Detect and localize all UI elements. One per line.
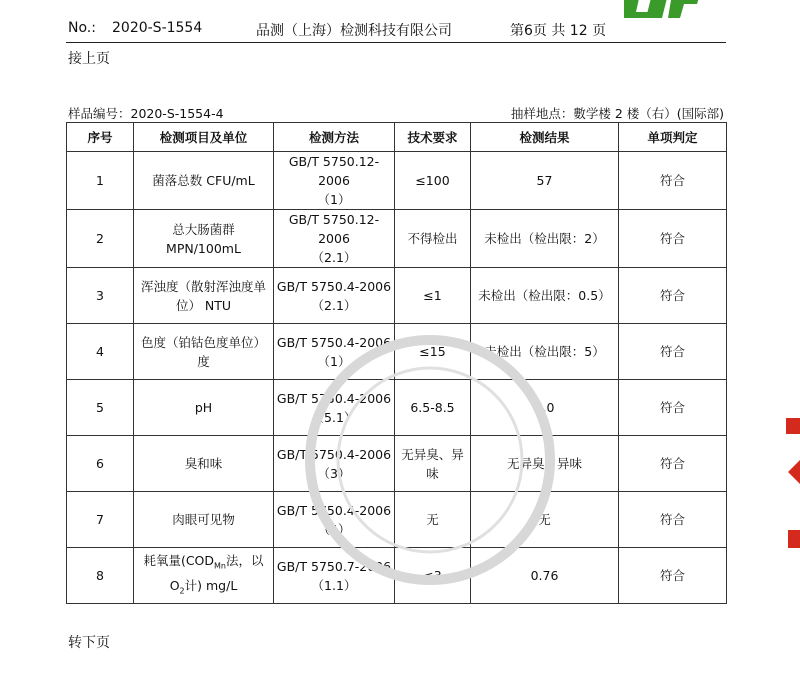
cell-judgement: 符合: [619, 210, 727, 268]
cell-requirement: ≤100: [395, 152, 471, 210]
col-header-method: 检测方法: [274, 123, 395, 152]
cell-result: 无: [471, 492, 619, 548]
table-row: [67, 268, 727, 324]
table-row: [67, 152, 727, 210]
cell-requirement: 无异臭、异 味: [395, 436, 471, 492]
cell-requirement: ≤15: [395, 324, 471, 380]
cell-item: 耗氧量($COD_{Mn}$法，以 $O_2$计) mg/L: [134, 548, 274, 604]
company-name: 品测（上海）检测科技有限公司: [256, 23, 452, 39]
red-stamp-fragment: [780, 410, 800, 560]
report-no: 2020-S-1554: [112, 20, 203, 36]
cell-method: GB/T 5750.4-2006 （2.1）: [274, 268, 395, 324]
cell-requirement: ≤1: [395, 268, 471, 324]
cell-judgement: 符合: [619, 492, 727, 548]
cell-judgement: 符合: [619, 436, 727, 492]
table-row: [67, 210, 727, 268]
cell-method: GB/T 5750.4-2006 （5.1）: [274, 380, 395, 436]
cell-method: GB/T 5750.4-2006 （4）: [274, 492, 395, 548]
cell-no: 6: [67, 436, 134, 492]
cell-result: 57: [471, 152, 619, 210]
cell-result: 7.0: [471, 380, 619, 436]
col-header-item: 检测项目及单位: [134, 123, 274, 152]
cell-method: GB/T 5750.12-2006 （2.1）: [274, 210, 395, 268]
cell-item: 臭和味: [134, 436, 274, 492]
cell-no: 8: [67, 548, 134, 604]
cell-judgement: 符合: [619, 548, 727, 604]
col-header-requirement: 技术要求: [395, 123, 471, 152]
company-logo: [622, 0, 702, 18]
page-info: 第6页 共 12 页: [510, 23, 607, 39]
col-header-judgement: 单项判定: [619, 123, 727, 152]
cell-judgement: 符合: [619, 324, 727, 380]
cell-requirement: ≤3: [395, 548, 471, 604]
cell-item: 肉眼可见物: [134, 492, 274, 548]
cell-no: 4: [67, 324, 134, 380]
report-no-label: No.:: [68, 20, 96, 36]
sampling-location: 抽样地点：數学楼 2 楼（右）(国际部): [510, 106, 724, 121]
cell-no: 5: [67, 380, 134, 436]
cell-requirement: 不得检出: [395, 210, 471, 268]
cell-result: 0.76: [471, 548, 619, 604]
cell-requirement: 无: [395, 492, 471, 548]
col-header-result: 检测结果: [471, 123, 619, 152]
continued-to: 转下页: [68, 635, 110, 651]
cell-judgement: 符合: [619, 380, 727, 436]
table-header-row: [67, 123, 727, 152]
cell-item: 色度（铂钴色度单位） 度: [134, 324, 274, 380]
cell-requirement: 6.5-8.5: [395, 380, 471, 436]
cell-no: 3: [67, 268, 134, 324]
cell-method: GB/T 5750.4-2006 （3）: [274, 436, 395, 492]
watermark-seal: [300, 330, 560, 590]
cell-no: 1: [67, 152, 134, 210]
col-header-no: 序号: [67, 123, 134, 152]
cell-judgement: 符合: [619, 268, 727, 324]
cell-method: GB/T 5750.7-2006 （1.1）: [274, 548, 395, 604]
cell-item: 总大肠菌群 MPN/100mL: [134, 210, 274, 268]
cell-method: GB/T 5750.4-2006 （1）: [274, 324, 395, 380]
cell-item: 菌落总数 CFU/mL: [134, 152, 274, 210]
cell-method: GB/T 5750.12-2006 （1）: [274, 152, 395, 210]
cell-result: 未检出（检出限：2）: [471, 210, 619, 268]
cell-no: 7: [67, 492, 134, 548]
cell-result: 未检出（检出限：5）: [471, 324, 619, 380]
continued-from: 接上页: [68, 51, 110, 67]
cell-item: pH: [134, 380, 274, 436]
cell-no: 2: [67, 210, 134, 268]
cell-result: 无异臭、异味: [471, 436, 619, 492]
cell-judgement: 符合: [619, 152, 727, 210]
sample-number: 样品编号：2020-S-1554-4: [68, 106, 224, 121]
header-divider: [66, 42, 726, 43]
cell-result: 未检出（检出限：0.5）: [471, 268, 619, 324]
cell-item: 浑浊度（散射浑浊度单 位） NTU: [134, 268, 274, 324]
